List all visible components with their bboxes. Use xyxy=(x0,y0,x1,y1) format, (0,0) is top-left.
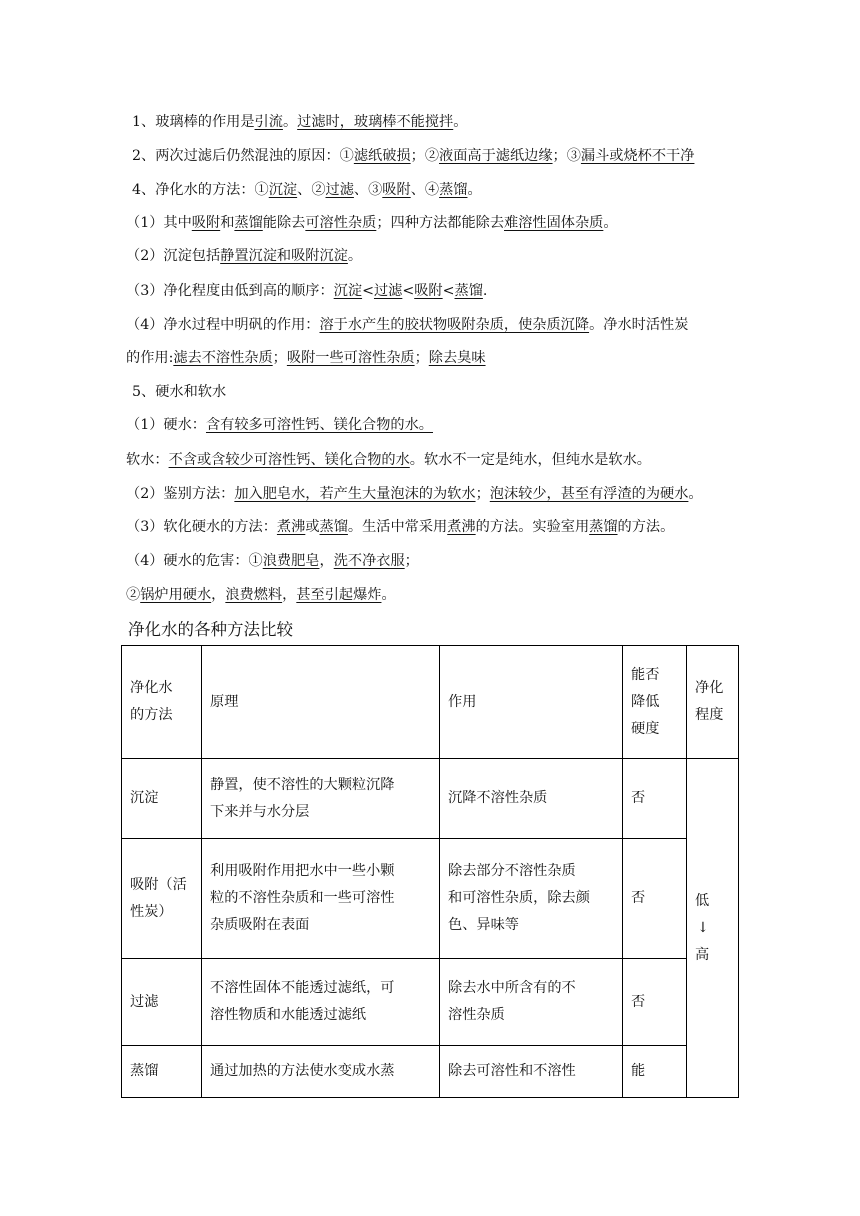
note-line-5-1: （1）硬水：含有较多可溶性钙、镁化合物的水。 xyxy=(126,417,433,433)
note-line-4-4: （4）净水过程中明矾的作用：溶于水产生的胶状物吸附杂质，使杂质沉降。净水时活性炭 xyxy=(126,317,689,333)
cell-effect: 沉降不溶性杂质 xyxy=(440,759,623,839)
table-title: 净化水的各种方法比较 xyxy=(128,620,293,639)
header-degree: 净化 程度 xyxy=(687,646,739,759)
note-line-4-3: （3）净化程度由低到高的顺序：沉淀<过滤<吸附<蒸馏. xyxy=(126,283,488,299)
note-line-5-4-cont: ②锅炉用硬水，浪费燃料，甚至引起爆炸。 xyxy=(126,587,396,603)
note-line-4-4-cont: 的作用:滤去不溶性杂质；吸附一些可溶性杂质；除去臭味 xyxy=(126,350,486,366)
header-hardness: 能否 降低 硬度 xyxy=(623,646,687,759)
cell-principle: 利用吸附作用把水中一些小颗 粒的不溶性杂质和一些可溶性 杂质吸附在表面 xyxy=(202,839,440,959)
note-line-5-3: （3）软化硬水的方法：煮沸或蒸馏。生活中常采用煮沸的方法。实验室用蒸馏的方法。 xyxy=(126,519,675,535)
note-line-4-1: （1）其中吸附和蒸馏能除去可溶性杂质；四种方法都能除去难溶性固体杂质。 xyxy=(126,215,618,231)
note-line-4: 4、净化水的方法：①沉淀、②过滤、③吸附、④蒸馏。 xyxy=(132,182,482,198)
note-line-5-1-soft: 软水：不含或含较少可溶性钙、镁化合物的水。软水不一定是纯水，但纯水是软水。 xyxy=(126,452,651,468)
cell-effect: 除去可溶性和不溶性 xyxy=(440,1046,623,1098)
cell-hardness: 否 xyxy=(623,759,687,839)
cell-method: 沉淀 xyxy=(122,759,202,839)
cell-effect: 除去部分不溶性杂质 和可溶性杂质，除去颜 色、异味等 xyxy=(440,839,623,959)
table-header-row xyxy=(122,646,739,759)
cell-hardness: 否 xyxy=(623,839,687,959)
table-row xyxy=(122,959,739,1046)
header-principle: 原理 xyxy=(202,646,440,759)
cell-hardness: 能 xyxy=(623,1046,687,1098)
arrow-down-icon: ↓ xyxy=(697,919,709,936)
note-line-2: 2、两次过滤后仍然混浊的原因：①滤纸破损；②液面高于滤纸边缘；③漏斗或烧杯不干净 xyxy=(132,148,695,164)
cell-principle: 不溶性固体不能透过滤纸，可 溶性物质和水能透过滤纸 xyxy=(202,959,440,1046)
comparison-table xyxy=(121,645,739,1098)
cell-degree-scale: 低 ↓ 高 xyxy=(687,759,739,1098)
cell-method: 吸附（活 性炭） xyxy=(122,839,202,959)
note-line-5: 5、硬水和软水 xyxy=(132,384,227,400)
header-effect: 作用 xyxy=(440,646,623,759)
cell-effect: 除去水中所含有的不 溶性杂质 xyxy=(440,959,623,1046)
cell-method: 蒸馏 xyxy=(122,1046,202,1098)
cell-method: 过滤 xyxy=(122,959,202,1046)
note-line-5-2: （2）鉴别方法：加入肥皂水，若产生大量泡沫的为软水；泡沫较少，甚至有浮渣的为硬水。 xyxy=(126,486,703,502)
note-line-4-2: （2）沉淀包括静置沉淀和吸附沉淀。 xyxy=(126,248,363,264)
header-method: 净化水 的方法 xyxy=(122,646,202,759)
note-line-1: 1、玻璃棒的作用是引流。过滤时，玻璃棒不能搅拌。 xyxy=(132,114,468,130)
table-row xyxy=(122,1046,739,1098)
table-row xyxy=(122,759,739,839)
cell-hardness: 否 xyxy=(623,959,687,1046)
note-line-5-4: （4）硬水的危害：①浪费肥皂，洗不净衣服； xyxy=(126,553,419,569)
cell-principle: 静置，使不溶性的大颗粒沉降 下来并与水分层 xyxy=(202,759,440,839)
cell-principle: 通过加热的方法使水变成水蒸 xyxy=(202,1046,440,1098)
table-row xyxy=(122,839,739,959)
